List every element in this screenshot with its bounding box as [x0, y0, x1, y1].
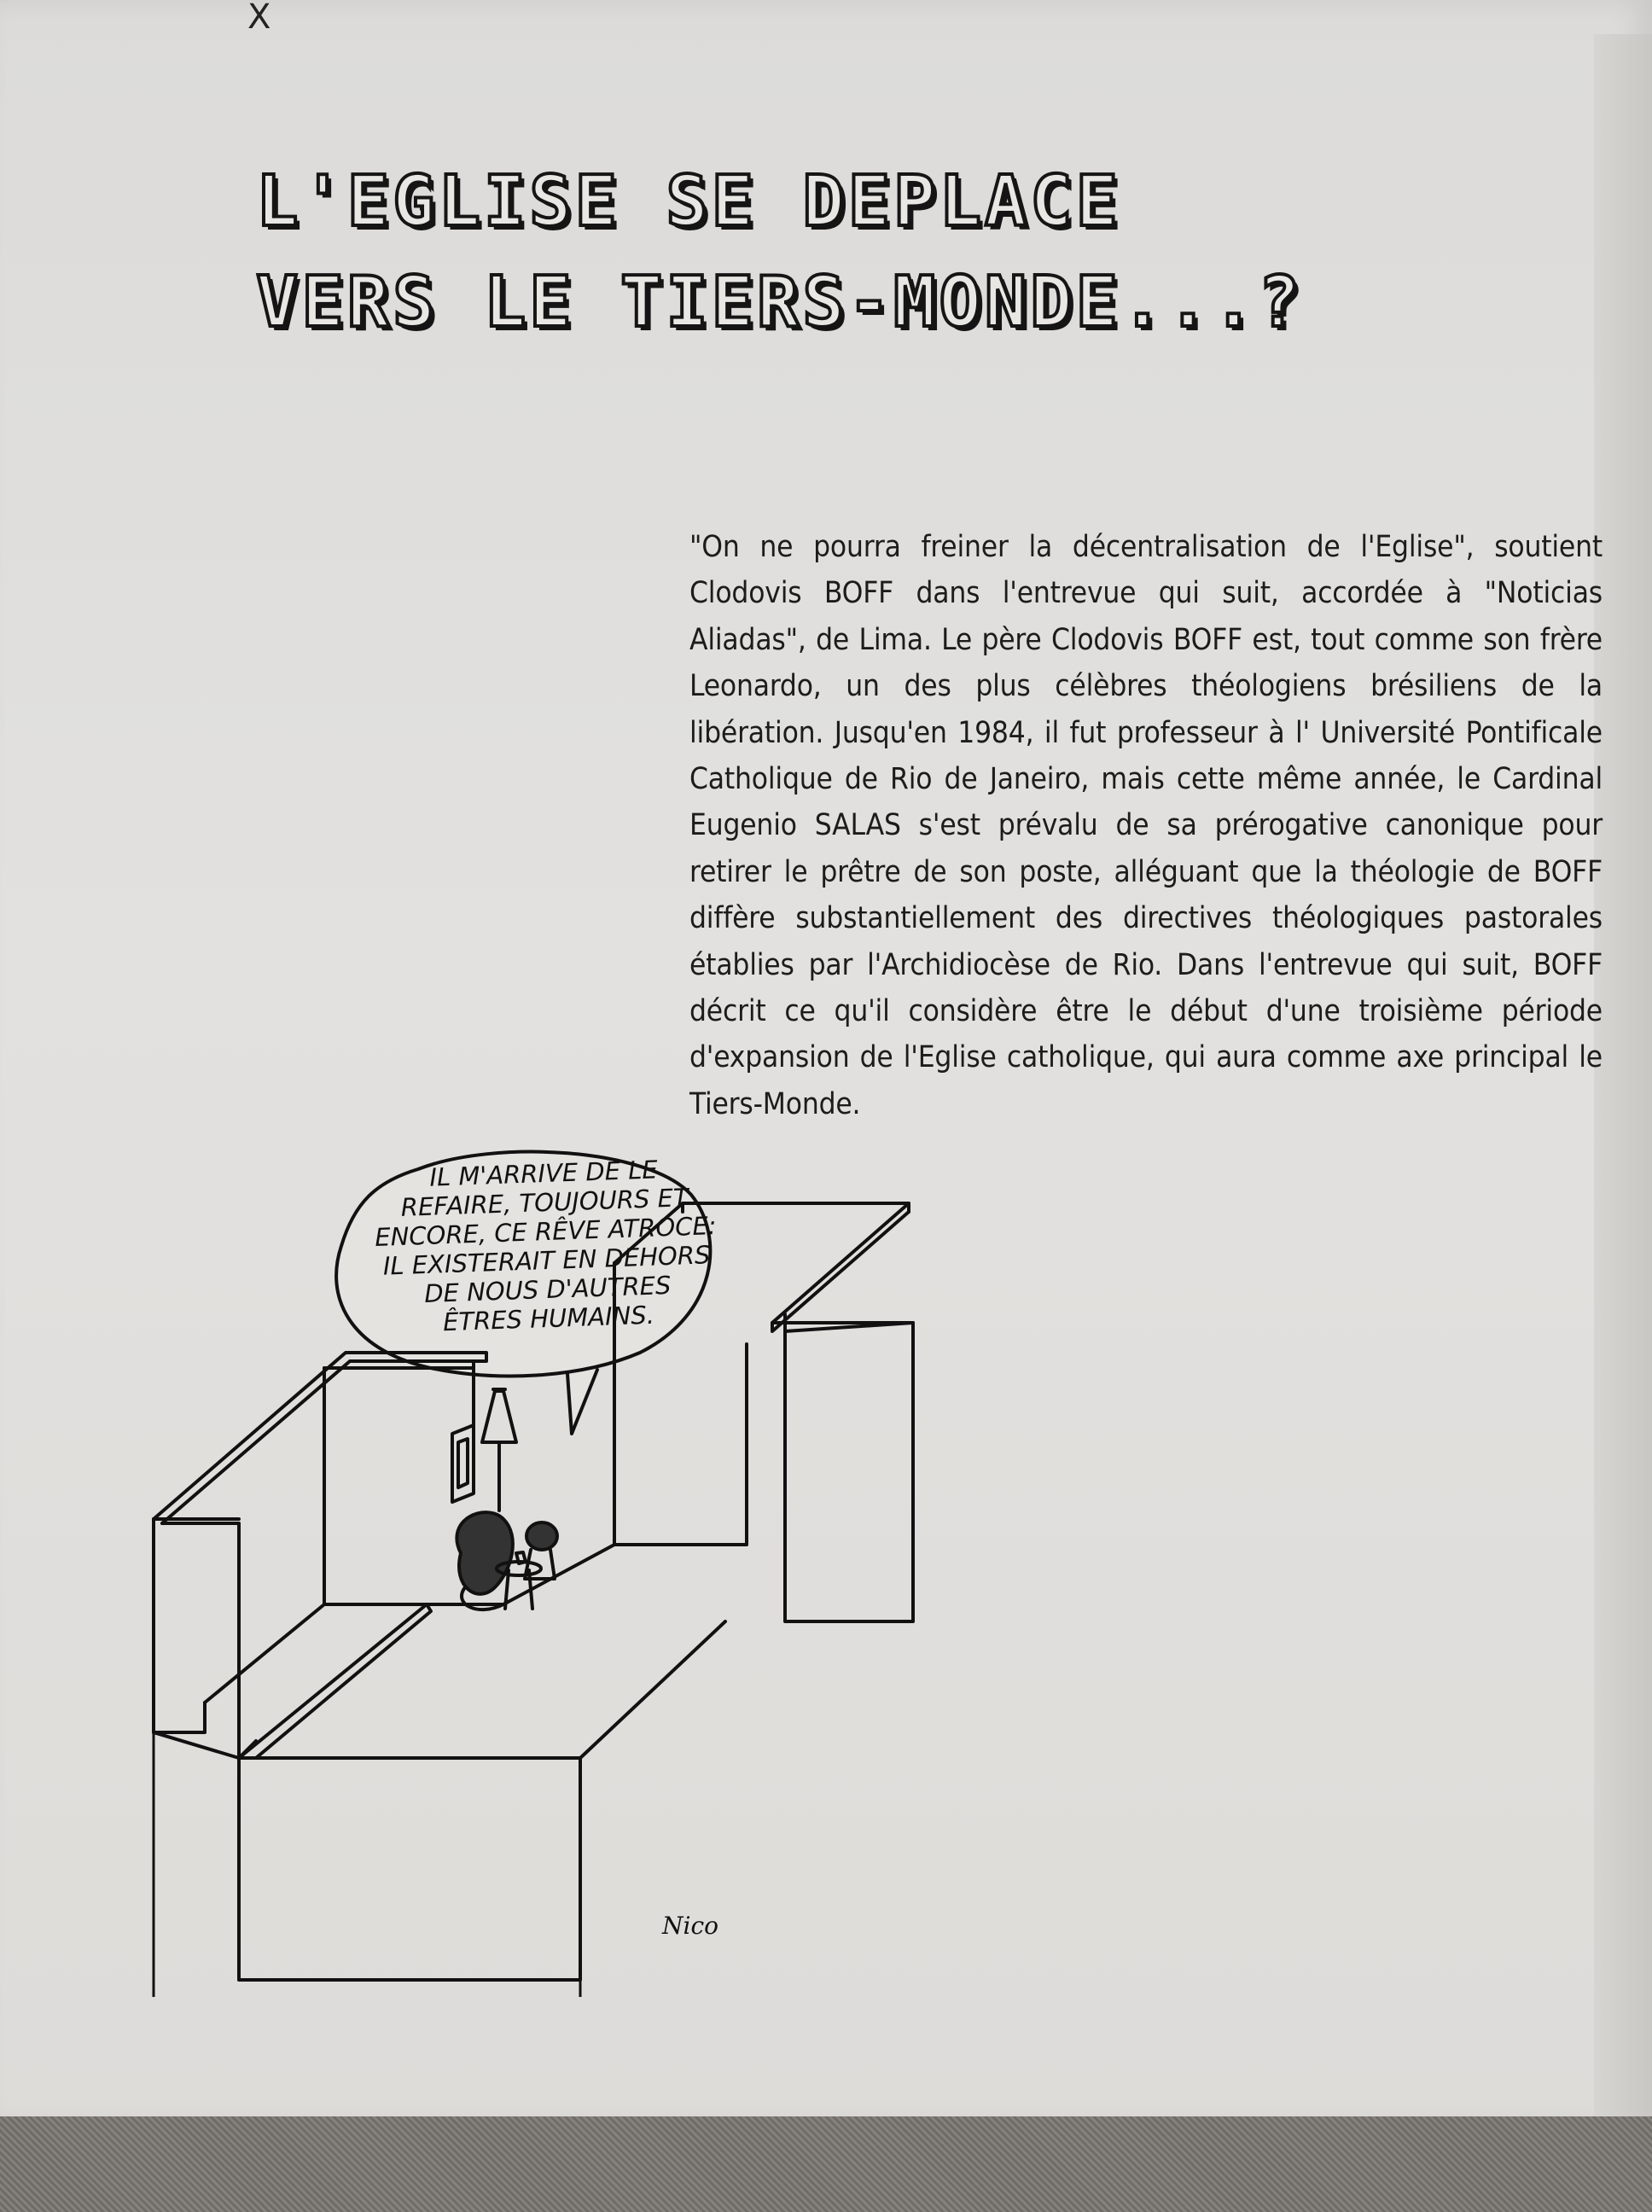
bubble-line: DE NOUS D'AUTRES [423, 1270, 672, 1309]
lamp [482, 1389, 516, 1511]
title-line-2: VERS LE TIERS-MONDE...? [256, 262, 1304, 343]
cross-wall-top-outline [154, 1353, 486, 1523]
intro-paragraph: "On ne pourra freiner la décentralisation de l'Eglise", soutient Clodovis BOFF dans l'entrevue qui suit, accordée à "Noticias Aliadas", de Lima. Le père Clodovis BOFF est, tout comme son frère Leonardo, un des plus célèbres théologiens brésiliens de la libération. Jusqu'en 1984, il fut professeur à l' Université Pontificale Catholique de Rio de Janeiro, mais cette même année, le Cardinal Eugenio SALAS s'est prévalu de sa prérogative canonique pour retirer le prêtre de son poste, alléguant que la théologie de BOFF diffère substantiellement des directives théologiques pastorales établies par l'Archidiocèse de Rio. Dans l'entrevue qui suit, BOFF décrit ce qu'il considère être le début d'une troisième période d'expansion de l'Eglise catholique, qui aura comme axe principal le Tiers-Monde. [689, 530, 1603, 1121]
wall-picture [452, 1425, 474, 1502]
background-surface [0, 2116, 1652, 2212]
speech-bubble-tail [567, 1370, 597, 1434]
figures-at-table [457, 1512, 557, 1610]
cartoonist-signature: Nico [662, 1912, 718, 1940]
title-line-1: L'EGLISE SE DEPLACE [256, 161, 1121, 242]
bubble-line: REFAIRE, TOUJOURS ET [400, 1183, 689, 1222]
cross-front-block [239, 1758, 580, 1980]
page-title [256, 152, 1365, 353]
bubble-line: ENCORE, CE RÊVE ATROCE: [374, 1211, 718, 1252]
stray-mark: X [247, 0, 271, 37]
bubble-line: IL M'ARRIVE DE LE [428, 1155, 659, 1192]
page-edge-shadow [1594, 34, 1652, 2116]
speech-bubble-text [347, 1152, 746, 1340]
bubble-line: IL EXISTERAIT EN DEHORS [382, 1240, 711, 1281]
bubble-line: ÊTRES HUMAINS. [442, 1300, 655, 1337]
